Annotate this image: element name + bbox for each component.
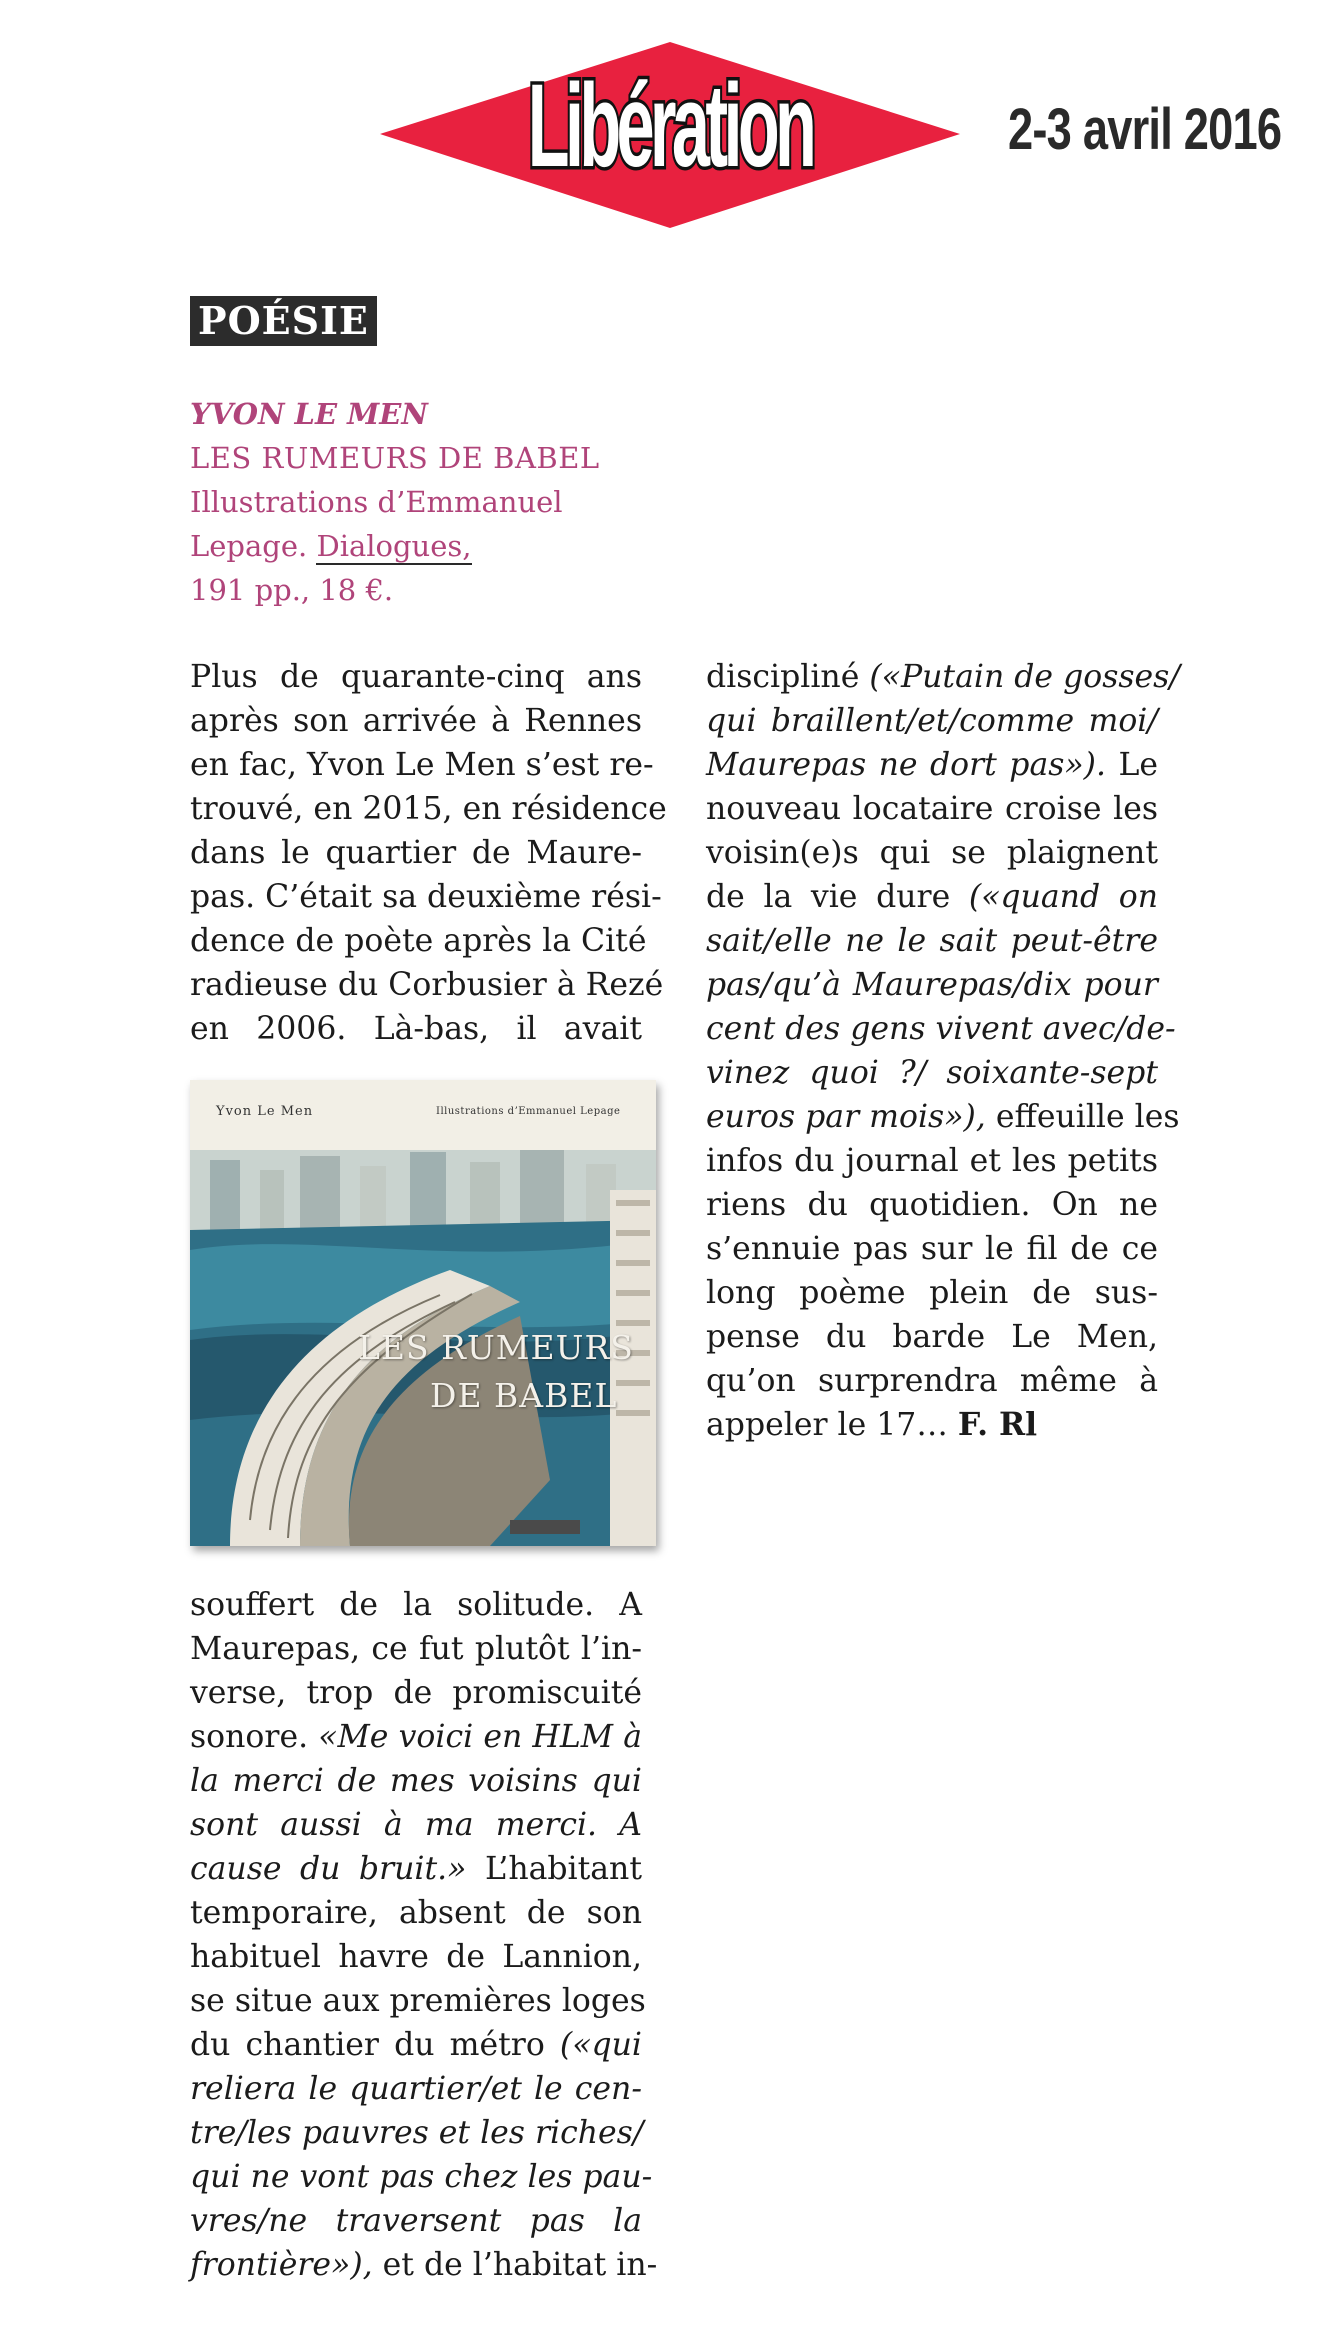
quote-run: reliera le quartier/et le cen- (190, 2071, 642, 2107)
text-line: Plus de quarante-cinq ans (190, 659, 642, 695)
text-line-mixed (190, 1715, 642, 1759)
text-line (190, 2199, 642, 2243)
text-line: radieuse du Corbusier à Rezé (190, 967, 664, 1003)
quote-run: la merci de mes voisins qui (190, 1763, 642, 1799)
book-title: LES RUMEURS DE BABEL (190, 441, 600, 475)
text-line: dence de poète après la Cité (190, 923, 647, 959)
article-column-right (706, 655, 1180, 1447)
quote-run: cause du bruit.» (190, 1851, 467, 1887)
text-line: temporaire, absent de son (190, 1895, 642, 1931)
text-line (706, 963, 1158, 1007)
book-author: YVON LE MEN (190, 397, 428, 431)
text-line: pense du barde Le Men, (706, 1319, 1158, 1355)
text-line-mixed (706, 743, 1158, 787)
text-line: verse, trop de promiscuité (190, 1675, 642, 1711)
text-run: L’habitant (484, 1851, 643, 1887)
quote-run: sont aussi à ma merci. A (190, 1807, 642, 1843)
text-run: et de l’habitat in- (382, 2247, 658, 2283)
text-line: dans le quartier de Maure- (190, 835, 642, 871)
text-line (190, 1803, 642, 1847)
cover-illustrator: Illustrations d’Emmanuel Lepage (436, 1106, 621, 1117)
text-line-mixed (706, 1095, 1180, 1139)
quote-run: «Me voici en HLM à (318, 1719, 643, 1755)
quote-run: («Putain de gosses/ (869, 659, 1180, 695)
book-cover-image (190, 1080, 656, 1546)
text-line: Maurepas, ce fut plutôt l’in- (190, 1631, 642, 1667)
text-line (190, 1759, 642, 1803)
text-line (706, 1007, 1176, 1051)
text-line: trouvé, en 2015, en résidence (190, 791, 667, 827)
text-line-mixed (706, 1403, 1158, 1447)
book-illustrator-surname: Lepage. (190, 529, 308, 563)
text-line (706, 699, 1158, 743)
article-column-left-top (190, 655, 667, 1051)
text-line: pas. C’était sa deuxième rési- (190, 879, 662, 915)
book-info (190, 392, 630, 612)
text-run: du chantier du métro (190, 2027, 545, 2063)
cover-title-line-1: LES RUMEURS (358, 1328, 634, 1367)
text-line-mixed (706, 655, 1180, 699)
quote-run: euros par mois»), (706, 1099, 986, 1135)
text-line: voisin(e)s qui se plaignent (706, 835, 1158, 871)
text-run: de la vie dure (706, 879, 951, 915)
text-line (190, 2155, 653, 2199)
quote-run: frontière»), (190, 2247, 373, 2283)
text-line (190, 2067, 642, 2111)
text-line (706, 919, 1158, 963)
text-line: souffert de la solitude. A (190, 1587, 642, 1623)
cover-title-line-2: DE BABEL (430, 1376, 618, 1415)
edition-date: 2-3 avril 2016 (1008, 97, 1282, 162)
text-line: qu’on surprendra même à (706, 1363, 1158, 1399)
article-column-left-bottom (190, 1583, 658, 2287)
quote-run: vinez quoi ?/ soixante-sept (706, 1055, 1158, 1091)
text-run: sonore. (190, 1719, 309, 1755)
quote-run: cent des gens vivent avec/de- (706, 1011, 1176, 1047)
text-line: s’ennuie pas sur le fil de ce (706, 1231, 1158, 1267)
text-line (190, 2111, 642, 2155)
text-line-mixed (190, 1847, 642, 1891)
text-line-mixed (190, 2243, 658, 2287)
book-details: 191 pp., 18 €. (190, 573, 394, 607)
city-illustration (190, 1080, 656, 1546)
text-line: infos du journal et les petits (706, 1143, 1158, 1179)
book-illustrations-publisher-line (190, 524, 630, 568)
book-publisher: Dialogues, (316, 529, 472, 563)
quote-run: qui ne vont pas chez les pau- (190, 2159, 653, 2195)
text-line: nouveau locataire croise les (706, 791, 1158, 827)
liberation-logo: Libération (527, 60, 813, 192)
quote-run: tre/les pauvres et les riches/ (190, 2115, 644, 2151)
text-run: effeuille les (995, 1099, 1180, 1135)
section-rubric: POÉSIE (190, 296, 377, 346)
text-line: habituel havre de Lannion, (190, 1939, 642, 1975)
quote-run: («quand on (968, 879, 1158, 915)
text-line: se situe aux premières loges (190, 1983, 646, 2019)
text-line: en fac, Yvon Le Men s’est re- (190, 747, 654, 783)
quote-run: qui braillent/et/comme moi/ (706, 703, 1158, 739)
text-line: en 2006. Là-bas, il avait (190, 1011, 642, 1047)
quote-run: («qui (559, 2027, 642, 2063)
text-line: riens du quotidien. On ne (706, 1187, 1158, 1223)
author-signature: F. Rl (957, 1406, 1038, 1443)
book-illustrations-line: Illustrations d’Emmanuel (190, 485, 563, 519)
text-line: après son arrivée à Rennes (190, 703, 642, 739)
quote-run: sait/elle ne le sait peut-être (706, 923, 1158, 959)
text-run: appeler le 17… (706, 1407, 948, 1443)
masthead (380, 36, 960, 236)
quote-run: vres/ne traversent pas la (190, 2203, 642, 2239)
text-run: discipliné (706, 659, 860, 695)
text-line-mixed (706, 875, 1158, 919)
text-run: Le (1118, 747, 1158, 783)
text-line (706, 1051, 1158, 1095)
quote-run: Maurepas ne dort pas»). (706, 747, 1106, 783)
cover-author: Yvon Le Men (216, 1104, 314, 1119)
quote-run: pas/qu’à Maurepas/dix pour (706, 967, 1158, 1003)
text-line: long poème plein de sus- (706, 1275, 1158, 1311)
text-line-mixed (190, 2023, 642, 2067)
